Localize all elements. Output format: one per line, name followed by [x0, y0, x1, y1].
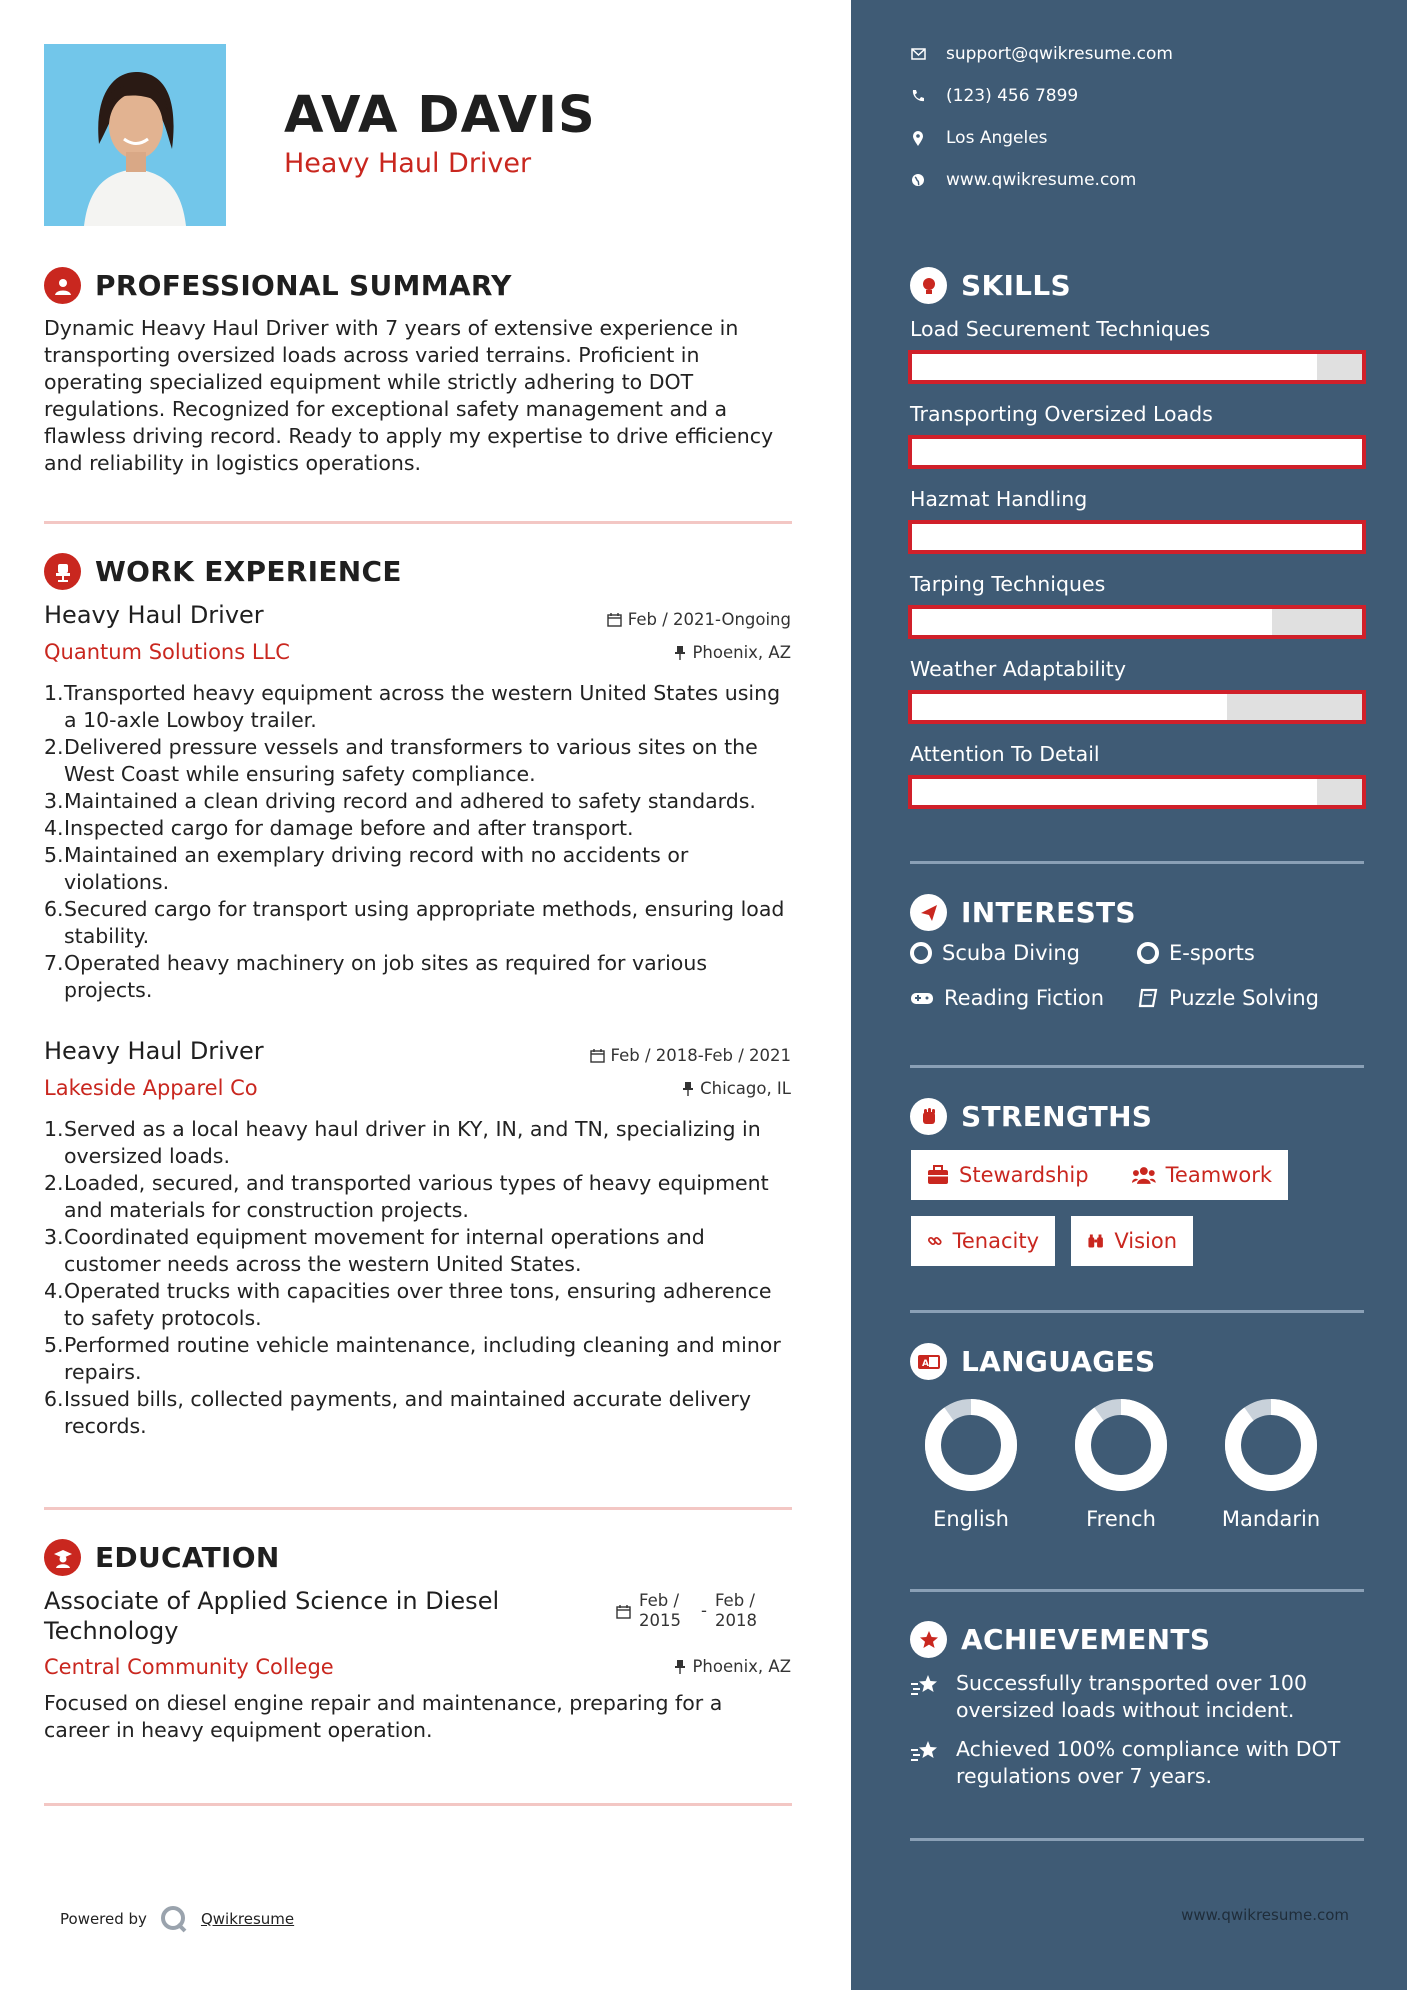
list-item: 5. Performed routine vehicle maintenance, including cleaning and minor repairs. [44, 1333, 781, 1384]
strength-label: Tenacity [952, 1229, 1039, 1253]
powered-by-label: Powered by [60, 1910, 147, 1928]
pin-icon [682, 1081, 694, 1096]
skill-label: Tarping Techniques [910, 572, 1106, 596]
qwikresume-logo-icon [159, 1904, 189, 1934]
education-location-text: Phoenix, AZ [692, 1657, 791, 1676]
users-icon [1132, 1165, 1156, 1185]
job-location-text: Phoenix, AZ [692, 643, 791, 662]
date-separator: - [701, 1601, 707, 1620]
education-heading [44, 1539, 280, 1576]
section-divider [910, 1310, 1364, 1313]
lightbulb-icon [910, 267, 947, 304]
link-icon [927, 1230, 943, 1252]
list-item: 6. Secured cargo for transport using appropriate methods, ensuring load stability. [44, 897, 785, 948]
section-divider [44, 1507, 792, 1510]
user-icon [44, 267, 81, 304]
strength-label: Vision [1114, 1229, 1177, 1253]
strengths-heading [910, 1098, 1152, 1135]
job-location [674, 643, 791, 662]
phone-icon [910, 88, 926, 104]
achievements-title: ACHIEVEMENTS [961, 1623, 1211, 1656]
achievement-text: Achieved 100% compliance with DOT regulations over 7 years. [956, 1737, 1341, 1788]
svg-text:A: A [921, 1358, 929, 1369]
email-text: support@qwikresume.com [946, 44, 1173, 64]
interest-label: Puzzle Solving [1169, 986, 1319, 1010]
strength-badge [1116, 1150, 1288, 1200]
contact-website[interactable] [910, 170, 1136, 190]
strength-badge [911, 1216, 1055, 1266]
pin-icon [674, 1659, 686, 1674]
list-item: 2. Loaded, secured, and transported various types of heavy equipment and materials for construction projects. [44, 1171, 769, 1222]
website-text: www.qwikresume.com [946, 170, 1137, 190]
strength-badge [911, 1150, 1116, 1200]
shooting-star-icon [910, 1736, 940, 1790]
education-end: Feb / 2018 [714, 1591, 757, 1630]
skill-label: Weather Adaptability [910, 657, 1126, 681]
section-divider [910, 861, 1364, 864]
experience-heading [44, 553, 402, 590]
binoculars-icon [1087, 1230, 1104, 1252]
strength-badge [1071, 1216, 1193, 1266]
education-description: Focused on diesel engine repair and maintenance, preparing for a career in heavy equipment operation. [44, 1691, 723, 1742]
list-item: 1. Served as a local heavy haul driver in KY, IN, and TN, specializing in oversized loads. [44, 1117, 761, 1168]
chair-icon [44, 553, 81, 590]
briefcase-icon [927, 1165, 949, 1185]
job-location-text: Chicago, IL [700, 1079, 791, 1098]
qwikresume-link[interactable]: Qwikresume [200, 1910, 295, 1928]
skill-bar [908, 350, 1366, 384]
summary-text: Dynamic Heavy Haul Driver with 7 years of extensive experience in transporting oversized loads across varied terrains. Proficient in operating specialized equipment while strictly adhering to DOT regulations. Recognized for exceptional safety management and a flawless driving record. Ready to apply my expertise to drive efficiency and reliability in logistics operations. [44, 316, 774, 475]
interest-item [910, 941, 1080, 965]
education-location [674, 1657, 791, 1676]
section-divider [44, 1803, 792, 1806]
language-label: Mandarin [1221, 1507, 1321, 1531]
language-item [911, 1395, 1031, 1531]
envelope-icon [910, 46, 926, 62]
pin-icon [674, 645, 686, 660]
education-start: Feb / 2015 [639, 1591, 681, 1630]
skills-title: SKILLS [961, 269, 1071, 302]
languages-title: LANGUAGES [961, 1345, 1156, 1378]
interest-item [1137, 986, 1319, 1010]
candidate-name: AVA DAVIS [284, 86, 596, 145]
achievements-heading [910, 1621, 1210, 1658]
experience-title: WORK EXPERIENCE [95, 555, 402, 588]
skill-fill [912, 609, 1272, 635]
skill-bar [908, 605, 1366, 639]
skill-label: Transporting Oversized Loads [910, 402, 1213, 426]
calendar-icon [616, 1604, 631, 1619]
job-dates [607, 610, 791, 629]
skill-bar [908, 435, 1366, 469]
interests-title: INTERESTS [961, 896, 1136, 929]
job-dates [590, 1046, 791, 1065]
translate-icon [910, 1343, 947, 1380]
language-label: French [1086, 1507, 1156, 1531]
language-item [1061, 1395, 1181, 1531]
strengths-title: STRENGTHS [961, 1100, 1153, 1133]
language-ring [1071, 1395, 1171, 1495]
footer-website[interactable]: www.qwikresume.com [1181, 1906, 1349, 1924]
list-item: 4. Operated trucks with capacities over three tons, ensuring adherence to safety protocols. [44, 1279, 772, 1330]
achievement-text: Successfully transported over 100 oversized loads without incident. [956, 1671, 1307, 1722]
list-item: 4. Inspected cargo for damage before and after transport. [44, 816, 634, 840]
skill-bar [908, 520, 1366, 554]
job-dates-text: Feb / 2021-Ongoing [627, 610, 791, 629]
list-item: 6. Issued bills, collected payments, and maintained accurate delivery records. [44, 1387, 751, 1438]
job-bullets [44, 1116, 789, 1440]
section-divider [910, 1838, 1364, 1841]
interest-item [910, 986, 1104, 1010]
interest-label: Reading Fiction [944, 986, 1105, 1010]
skill-label: Attention To Detail [910, 742, 1100, 766]
location-text: Los Angeles [946, 128, 1048, 148]
summary-title: PROFESSIONAL SUMMARY [95, 269, 512, 302]
shooting-star-icon [910, 1670, 940, 1724]
language-ring [921, 1395, 1021, 1495]
list-item: 2. Delivered pressure vessels and transformers to various sites on the West Coast while ensuring safety compliance. [44, 735, 758, 786]
skill-bar [908, 775, 1366, 809]
job-bullets [44, 680, 789, 1004]
skill-fill [912, 439, 1362, 465]
contact-phone[interactable] [910, 86, 1078, 106]
candidate-title: Heavy Haul Driver [284, 148, 532, 179]
life-ring-icon [910, 942, 932, 964]
achievement-item [910, 1736, 1360, 1790]
section-divider [910, 1589, 1364, 1592]
summary-heading [44, 267, 512, 304]
skill-label: Load Securement Techniques [910, 317, 1211, 341]
list-item: 3. Coordinated equipment movement for internal operations and customer needs across the western United States. [44, 1225, 705, 1276]
job-location [682, 1079, 791, 1098]
skill-fill [912, 354, 1317, 380]
education-dates [616, 1591, 769, 1631]
language-ring [1221, 1395, 1321, 1495]
contact-email[interactable] [910, 44, 1173, 64]
language-item [1211, 1395, 1331, 1531]
list-item: 7. Operated heavy machinery on job sites as required for various projects. [44, 951, 707, 1002]
company-name: Quantum Solutions LLC [44, 640, 290, 664]
strength-label: Teamwork [1165, 1163, 1272, 1187]
calendar-icon [607, 612, 622, 627]
education-title: EDUCATION [95, 1541, 280, 1574]
interest-label: E-sports [1169, 941, 1255, 965]
list-item: 1. Transported heavy equipment across the western United States using a 10-axle Lowboy trailer. [44, 681, 781, 732]
languages-heading [910, 1343, 1155, 1380]
calendar-icon [590, 1048, 605, 1063]
section-divider [44, 521, 792, 524]
gamepad-icon [910, 989, 934, 1007]
location-pin-icon [910, 130, 926, 146]
list-item: 5. Maintained an exemplary driving record with no accidents or violations. [44, 843, 689, 894]
paper-plane-icon [910, 894, 947, 931]
globe-icon [910, 172, 926, 188]
strength-label: Stewardship [959, 1163, 1089, 1187]
book-icon [1137, 987, 1159, 1009]
school-name: Central Community College [44, 1655, 334, 1679]
contact-location [910, 128, 1048, 148]
skill-bar [908, 690, 1366, 724]
section-divider [910, 1065, 1364, 1068]
skills-heading [910, 267, 1071, 304]
skill-fill [912, 524, 1362, 550]
list-item: 3. Maintained a clean driving record and adhered to safety standards. [44, 789, 756, 813]
graduate-icon [44, 1539, 81, 1576]
degree-name: Associate of Applied Science in Diesel Technology [44, 1587, 500, 1645]
skill-label: Hazmat Handling [910, 487, 1088, 511]
fist-icon [910, 1098, 947, 1135]
job-title: Heavy Haul Driver [44, 1037, 264, 1065]
skill-fill [912, 779, 1317, 805]
company-name: Lakeside Apparel Co [44, 1076, 258, 1100]
profile-photo [44, 44, 226, 226]
powered-by [60, 1904, 294, 1934]
life-ring-icon [1137, 942, 1159, 964]
job-dates-text: Feb / 2018-Feb / 2021 [610, 1046, 791, 1065]
interests-heading [910, 894, 1136, 931]
job-title: Heavy Haul Driver [44, 601, 264, 629]
phone-text: (123) 456 7899 [946, 86, 1079, 106]
achievement-item [910, 1670, 1360, 1724]
language-label: English [933, 1507, 1009, 1531]
interest-label: Scuba Diving [942, 941, 1080, 965]
interest-item [1137, 941, 1255, 965]
star-icon [910, 1621, 947, 1658]
skill-fill [912, 694, 1227, 720]
